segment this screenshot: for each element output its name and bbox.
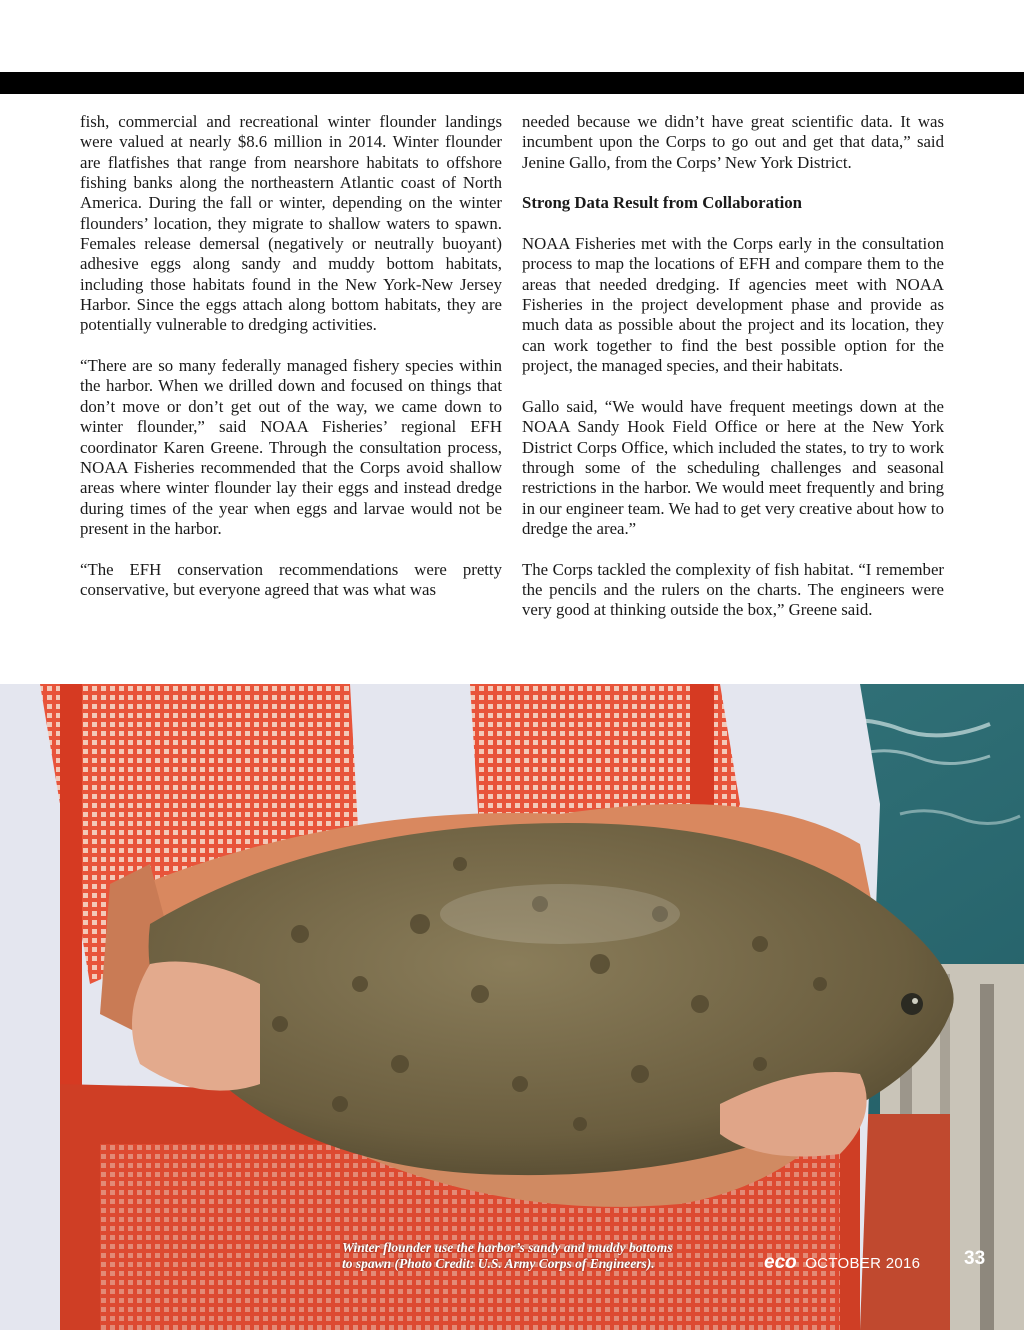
section-subhead: Strong Data Result from Collaboration (522, 193, 802, 213)
caption-line: to spawn (Photo Credit: U.S. Army Corps of Engineers). (342, 1256, 655, 1271)
body-paragraph: “The EFH conservation recommendations were pretty conservative, but everyone agreed that was what was (80, 559, 502, 599)
flounder-photo (0, 684, 1024, 1330)
page-number: 33 (964, 1248, 986, 1269)
header-bar (0, 72, 1024, 94)
body-paragraph: fish, commercial and recreational winter flounder landings were valued at nearly $8.6 million in 2014. Winter flounder are flatfishes that range from nearshore habitats to offshore fishing banks along the northeastern Atlantic coast of North America. During the fall or winter, depending on the winter flounders’ location, they migrate to shallow waters to spawn. Females release demersal (negatively or neutrally buoyant) adhesive eggs along sandy and muddy bottom habitats, including those habitats found in the New York-New Jersey Harbor. Since the eggs attach along bottom habitats, they are potentially vulnerable to dredging activities. (80, 112, 502, 335)
body-paragraph: needed because we didn’t have great scientific data. It was incumbent upon the Corps to go out and get that data,” said Jenine Gallo, from the Corps’ New York District. (522, 112, 944, 172)
body-paragraph: The Corps tackled the complexity of fish habitat. “I remember the pencils and the rulers on the charts. The engineers were very good at thinking outside the box,” Greene said. (522, 559, 944, 620)
right-column (522, 112, 944, 641)
body-paragraph: NOAA Fisheries met with the Corps early in the consultation process to map the locations of EFH and compare them to the areas that needed dredging. If agencies meet with NOAA Fisheries in the project development phase and provide as much data as possible about the project and its location, they can work together to find the best possible option for the project, the managed species, and their habitats. (522, 234, 944, 376)
left-column (80, 112, 502, 621)
page-footer (764, 1252, 920, 1274)
caption-line: Winter flounder use the harbor’s sandy and muddy bottoms (342, 1240, 673, 1255)
body-paragraph: “There are so many federally managed fishery species within the harbor. When we drilled down and focused on things that don’t move or don’t get out of the way, we came down to winter flounder,” said NOAA Fisheries’ regional EFH coordinator Karen Greene. Through the consultation process, NOAA Fisheries recommended that the Corps avoid shallow areas where winter flounder lay their eggs and instead dredge during times of the year when eggs and larvae would not be present in the harbor. (80, 356, 502, 538)
body-paragraph: Gallo said, “We would have frequent meetings down at the NOAA Sandy Hook Field Office or here at the New York District Corps Office, which included the states, to try to work through some of the scheduling challenges and seasonal restrictions in the harbor. We would meet frequently and bring in our engineer team. We had to get very creative about how to dredge the area.” (522, 396, 944, 538)
issue-date: OCTOBER 2016 (805, 1255, 921, 1272)
photo-caption (342, 1240, 732, 1272)
magazine-logo: eco (764, 1252, 797, 1273)
